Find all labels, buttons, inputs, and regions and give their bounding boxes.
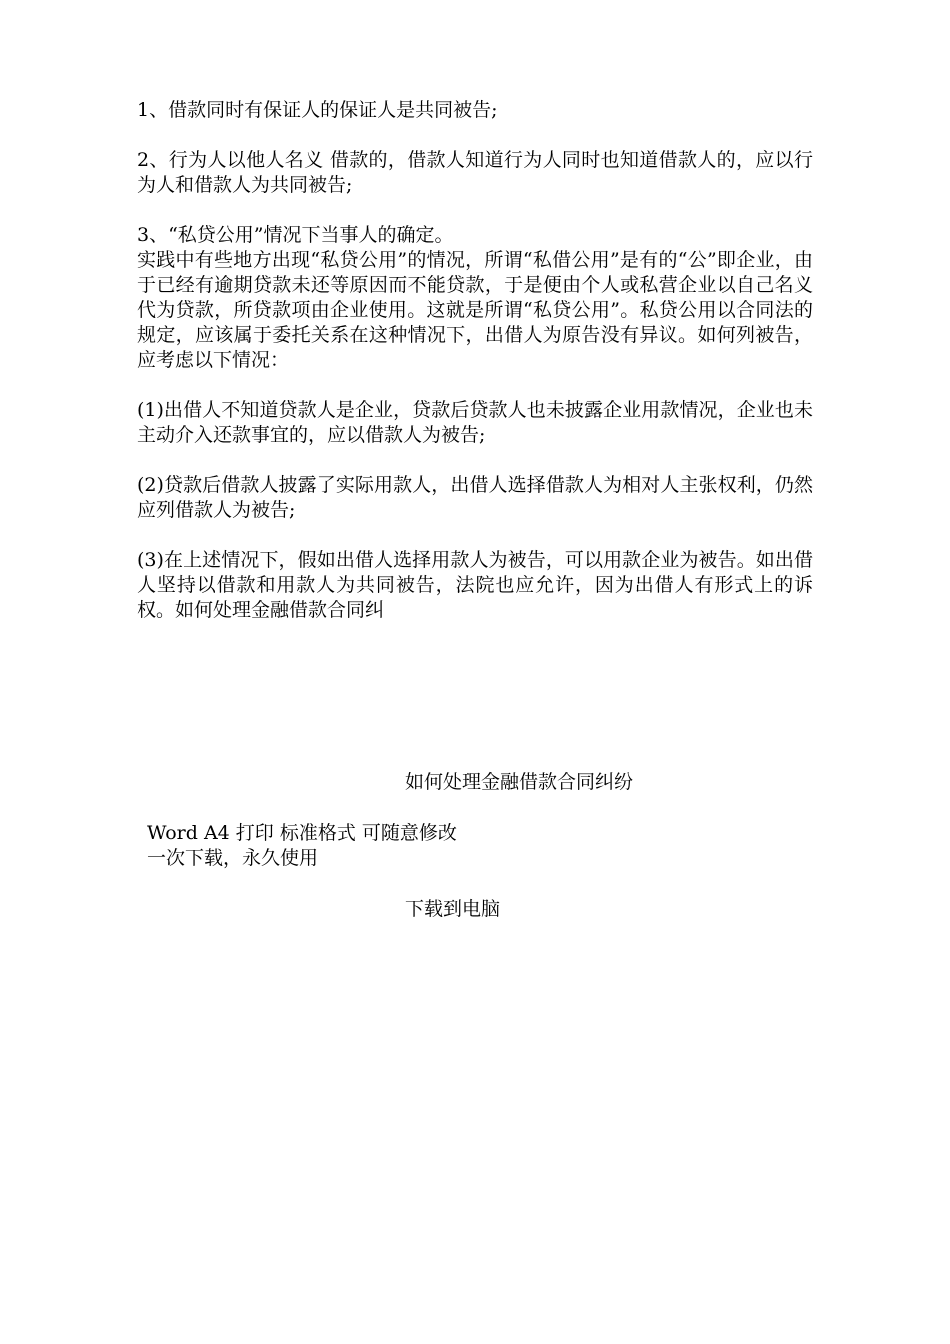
paragraph-private-loan-heading: 3、“私贷公用”情况下当事人的确定。	[137, 224, 454, 246]
paragraph-actor-borrower: 2、行为人以他人名义 借款的，借款人知道行为人同时也知道借款人的，应以行为人和借款人为共同被告;	[137, 149, 813, 196]
paragraph-case-1: (1)出借人不知道贷款人是企业，贷款后贷款人也未披露企业用款情况，企业也未主动介入还款事宜的，应以借款人为被告;	[137, 399, 813, 446]
footer-format-line: Word A4 打印 标准格式 可随意修改	[147, 822, 457, 844]
paragraph-private-loan-body: 实践中有些地方出现“私贷公用”的情况，所谓“私借公用”是有的“公”即企业，由于已经有逾期贷款未还等原因而不能贷款，于是便由个人或私营企业以自己名义代为贷款，所贷款项由企业使用。这就是所谓“私贷公用”。私贷公用以合同法的规定，应该属于委托关系在这种情况下，出借人为原告没有异议。如何列被告，应考虑以下情况：	[137, 249, 813, 371]
download-to-computer-link[interactable]: 下载到电脑	[405, 898, 501, 920]
footer-usage-line: 一次下载，永久使用	[147, 847, 319, 869]
document-body	[137, 98, 813, 623]
paragraph-case-2: (2)贷款后借款人披露了实际用款人，出借人选择借款人为相对人主张权利，仍然应列借款人为被告;	[137, 474, 813, 521]
paragraph-case-3: (3)在上述情况下，假如出借人选择用款人为被告，可以用款企业为被告。如出借人坚持以借款和用款人为共同被告，法院也应允许，因为出借人有形式上的诉权。如何处理金融借款合同纠	[137, 549, 813, 621]
footer-document-title: 如何处理金融借款合同纠纷	[405, 771, 634, 793]
paragraph-guarantor: 1、借款同时有保证人的保证人是共同被告;	[137, 99, 498, 121]
